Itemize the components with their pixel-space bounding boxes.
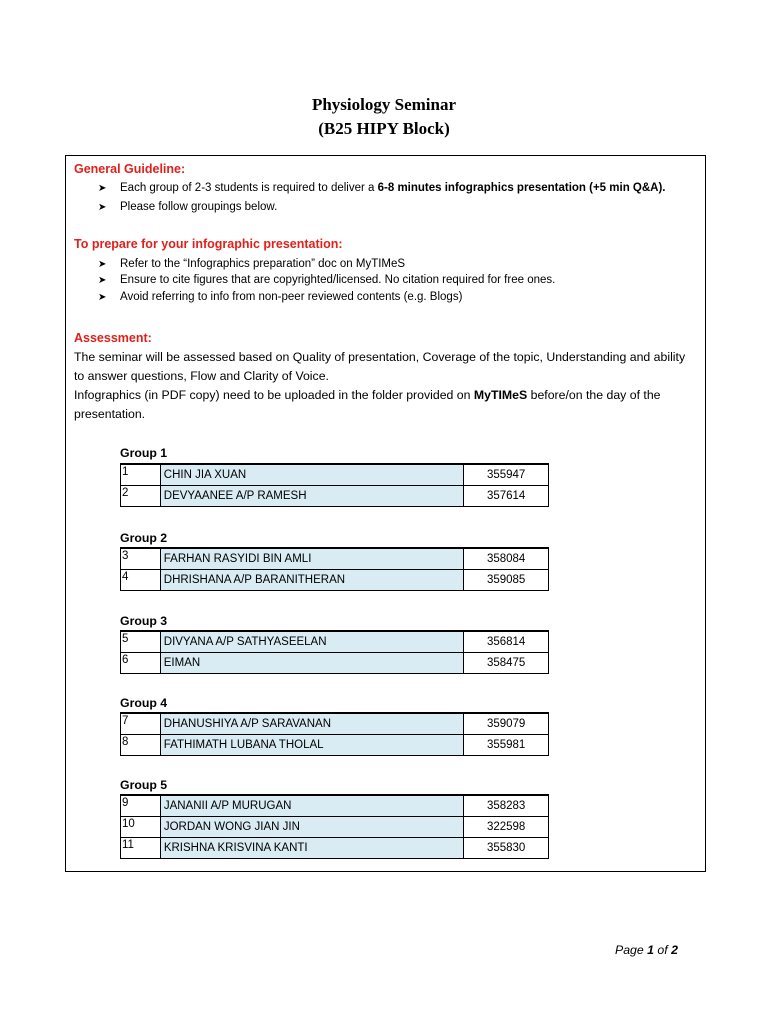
member-number: 4 (121, 570, 161, 591)
document-title: Physiology Seminar (311, 95, 457, 114)
member-name: FARHAN RASYIDI BIN AMLI (160, 548, 464, 570)
member-id: 358283 (464, 795, 549, 817)
member-number: 9 (121, 795, 161, 817)
general-guideline-heading: General Guideline: (74, 162, 186, 176)
member-id: 358084 (464, 548, 549, 570)
table-row (121, 653, 549, 674)
member-name: JANANII A/P MURUGAN (160, 795, 463, 817)
arrow-bullet-icon: ➤ (98, 275, 107, 286)
group-table (120, 630, 549, 674)
table-row (121, 486, 549, 507)
table-row (121, 570, 549, 591)
member-id: 357614 (464, 486, 549, 507)
member-number: 10 (121, 817, 161, 838)
group-table (120, 794, 549, 859)
group-table (120, 463, 549, 507)
group-table (120, 547, 549, 591)
member-name: DHRISHANA A/P BARANITHERAN (160, 570, 464, 591)
member-id: 356814 (464, 631, 549, 653)
table-row (121, 817, 549, 838)
table-row (121, 713, 549, 735)
member-name: DHANUSHIYA A/P SARAVANAN (160, 713, 464, 735)
assessment-heading: Assessment: (74, 331, 152, 345)
document-subtitle: (B25 HIPY Block) (318, 119, 450, 138)
group-heading: Group 2 (120, 531, 168, 545)
arrow-bullet-icon: ➤ (98, 202, 107, 213)
member-number: 1 (121, 464, 161, 486)
member-number: 6 (121, 653, 161, 674)
member-id: 355830 (464, 838, 549, 859)
member-name: KRISHNA KRISVINA KANTI (160, 838, 463, 859)
prepare-bullet-3: Avoid referring to info from non-peer reviewed contents (e.g. Blogs) (120, 291, 463, 303)
content-box (65, 155, 706, 872)
member-number: 5 (121, 631, 161, 653)
member-number: 2 (121, 486, 161, 507)
member-name: JORDAN WONG JIAN JIN (160, 817, 463, 838)
page-number: Page 1 of 2 (615, 943, 678, 957)
member-name: CHIN JIA XUAN (160, 464, 464, 486)
group-heading: Group 5 (120, 778, 168, 792)
group-table (120, 712, 549, 756)
member-number: 7 (121, 713, 161, 735)
prepare-bullet-2: Ensure to cite figures that are copyrighted/licensed. No citation required for free ones. (120, 274, 556, 286)
arrow-bullet-icon: ➤ (98, 183, 107, 194)
arrow-bullet-icon: ➤ (98, 259, 107, 270)
table-row (121, 464, 549, 486)
member-name: DIVYANA A/P SATHYASEELAN (160, 631, 464, 653)
prepare-bullet-1: Refer to the “Infographics preparation” doc on MyTIMeS (120, 258, 406, 270)
guideline-bullet-2: Please follow groupings below. (120, 201, 278, 213)
table-row (121, 795, 549, 817)
member-name: EIMAN (160, 653, 464, 674)
assessment-paragraph-2: Infographics (in PDF copy) need to be uploaded in the folder provided on MyTIMeS before/on the day of the presentation. (74, 388, 661, 421)
table-row (121, 838, 549, 859)
member-number: 3 (121, 548, 161, 570)
table-row (121, 631, 549, 653)
arrow-bullet-icon: ➤ (98, 292, 107, 303)
member-number: 11 (121, 838, 161, 859)
member-id: 359085 (464, 570, 549, 591)
group-heading: Group 3 (120, 614, 168, 628)
member-id: 359079 (464, 713, 549, 735)
member-number: 8 (121, 735, 161, 756)
member-id: 355947 (464, 464, 549, 486)
member-name: DEVYAANEE A/P RAMESH (160, 486, 464, 507)
guideline-bullet-1: Each group of 2-3 students is required to deliver a 6-8 minutes infographics presentation (+5 min Q&A). (120, 182, 666, 194)
member-id: 358475 (464, 653, 549, 674)
member-id: 322598 (464, 817, 549, 838)
member-id: 355981 (464, 735, 549, 756)
member-name: FATHIMATH LUBANA THOLAL (160, 735, 464, 756)
table-row (121, 735, 549, 756)
group-heading: Group 1 (120, 446, 168, 460)
prepare-heading: To prepare for your infographic presentation: (74, 237, 343, 251)
table-row (121, 548, 549, 570)
group-heading: Group 4 (120, 696, 168, 710)
assessment-paragraph-1: The seminar will be assessed based on Quality of presentation, Coverage of the topic, Understanding and ability to answer questions, Flow and Clarity of Voice. (74, 350, 686, 383)
